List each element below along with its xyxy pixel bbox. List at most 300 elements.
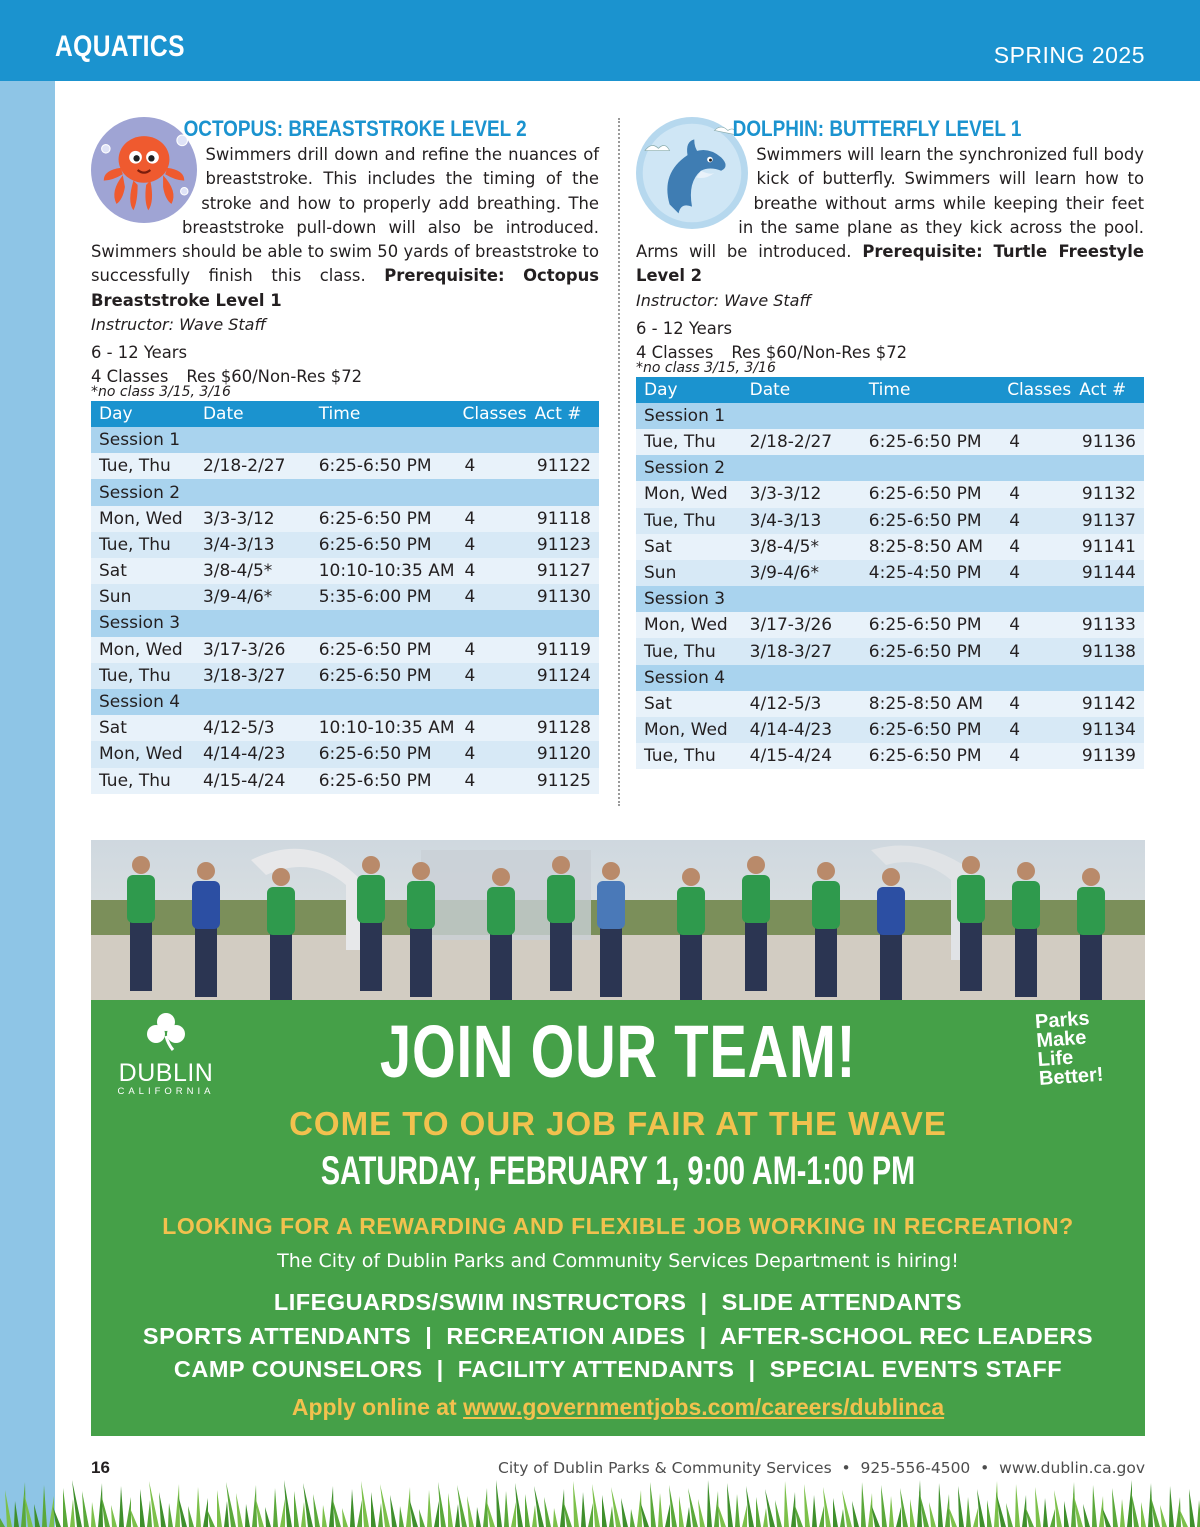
cell-classes: 4 — [999, 508, 1071, 534]
apply-label: Apply online at — [291, 1394, 457, 1420]
cell-time: 6:25-6:50 PM — [311, 506, 455, 532]
column-header: Classes — [455, 401, 527, 427]
person-body — [742, 875, 770, 923]
grass-blade — [977, 1489, 985, 1527]
grass-blade — [49, 1496, 54, 1527]
grass-blade — [294, 1491, 299, 1527]
grass-blade — [735, 1494, 740, 1527]
cell-day: Sun — [636, 560, 742, 586]
cell-date: 4/12-5/3 — [742, 691, 861, 717]
cell-day: Tue, Thu — [636, 508, 742, 534]
table-row — [91, 768, 599, 794]
cell-date: 3/18-3/27 — [195, 663, 311, 689]
grass-blade — [763, 1508, 768, 1527]
cell-act: 91132 — [1071, 481, 1144, 507]
cell-time: 8:25-8:50 AM — [861, 691, 999, 717]
sidebar-stripe — [0, 81, 55, 1527]
class-octopus — [91, 115, 599, 794]
cell-act: 91119 — [527, 637, 599, 663]
grass-blade — [665, 1504, 670, 1527]
grass-blade — [1035, 1487, 1041, 1527]
class-dolphin — [636, 115, 1144, 769]
schedule-table — [636, 377, 1144, 770]
cell-time: 6:25-6:50 PM — [861, 717, 999, 743]
grass-blade — [342, 1508, 348, 1527]
class-description: Swimmers will learn the synchronized full body kick of butterfly. Swimmers will learn how to breathe without arms while keeping their feet in the same plane as they kick across the pool. Arms will be introduced. Prerequisite: Turtle Freestyle Level 2 — [636, 145, 1144, 286]
grass-blade — [196, 1487, 201, 1527]
person-legs — [270, 933, 292, 1000]
job-line: SPORTS ATTENDANTS | RECREATION AIDES | AFTER-SCHOOL REC LEADERS — [142, 1322, 1094, 1349]
fees: 4 Classes Res $60/Non-Res $72 — [636, 342, 908, 362]
grass-blade — [881, 1485, 887, 1527]
cell-date: 3/9-4/6* — [742, 560, 861, 586]
grass-blade — [896, 1507, 901, 1527]
job-line: CAMP COUNSELORS | FACILITY ATTENDANTS | SPECIAL EVENTS STAFF — [173, 1356, 1063, 1382]
grass-blade — [111, 1505, 117, 1527]
session-label: Session 1 — [91, 427, 599, 453]
grass-blade — [602, 1495, 607, 1527]
cell-date: 3/18-3/27 — [742, 638, 861, 664]
grass-blade — [0, 1509, 5, 1527]
footer-credit: City of Dublin Parks & Community Services • 925-556-4500 • www.dublin.ca.gov — [498, 1459, 1145, 1477]
grass-blade — [1120, 1499, 1125, 1527]
cell-day: Sun — [91, 584, 195, 610]
cell-time: 6:25-6:50 PM — [311, 532, 455, 558]
table-row — [636, 481, 1144, 507]
grass-blade — [1092, 1485, 1097, 1527]
cell-day: Tue, Thu — [91, 453, 195, 479]
job-line: LIFEGUARDS/SWIM INSTRUCTORS | SLIDE ATTENDANTS — [273, 1289, 963, 1315]
person-legs — [1080, 933, 1102, 1000]
grass-blade — [756, 1497, 761, 1527]
table-row — [636, 743, 1144, 769]
cell-classes: 4 — [455, 453, 527, 479]
session-label: Session 3 — [91, 610, 599, 636]
person-body — [487, 887, 515, 935]
grass-blade — [322, 1505, 327, 1527]
cell-day: Tue, Thu — [636, 638, 742, 664]
cell-time: 6:25-6:50 PM — [861, 429, 999, 455]
age-range: 6 - 12 Years — [636, 318, 733, 338]
table-header-row — [636, 377, 1144, 403]
grass-blade — [236, 1493, 243, 1527]
column-header: Time — [861, 377, 999, 403]
person-legs — [680, 933, 702, 1000]
table-row — [636, 508, 1144, 534]
cell-act: 91136 — [1071, 429, 1144, 455]
session-row — [636, 665, 1144, 691]
cell-classes: 4 — [455, 715, 527, 741]
grass-blade — [819, 1506, 824, 1527]
cell-time: 5:35-6:00 PM — [311, 584, 455, 610]
grass-blade — [5, 1490, 12, 1527]
person-head — [682, 868, 700, 886]
grass-blade — [224, 1501, 229, 1527]
cell-act: 91124 — [527, 663, 599, 689]
person-head — [1017, 862, 1035, 880]
grass-blade — [1006, 1503, 1013, 1527]
grass-blade — [823, 1487, 831, 1527]
grass-blade — [82, 1491, 89, 1527]
person-body — [192, 881, 220, 929]
cell-day: Tue, Thu — [91, 532, 195, 558]
grass-blade — [742, 1505, 747, 1527]
grass-blade — [455, 1504, 460, 1527]
column-header: Classes — [999, 377, 1071, 403]
person-head — [552, 856, 570, 874]
grass-blade — [273, 1488, 278, 1527]
grass-blade — [476, 1507, 481, 1527]
grass-blade — [698, 1499, 705, 1527]
grass-blade — [1054, 1490, 1062, 1527]
grass-blade — [966, 1497, 971, 1527]
person-legs — [1015, 927, 1037, 997]
cell-act: 91120 — [527, 741, 599, 767]
cell-time: 10:10-10:35 AM — [311, 715, 455, 741]
cell-day: Sat — [91, 715, 195, 741]
cell-time: 6:25-6:50 PM — [311, 453, 455, 479]
cell-act: 91138 — [1071, 638, 1144, 664]
age-range: 6 - 12 Years — [91, 343, 188, 363]
grass-blade — [301, 1502, 306, 1527]
grass-blade — [438, 1482, 446, 1527]
grass-blade — [1189, 1489, 1195, 1527]
grass-blade — [1160, 1505, 1167, 1527]
grass-blade — [900, 1488, 908, 1527]
grass-blade — [496, 1480, 502, 1527]
grass-blade — [727, 1483, 733, 1527]
cell-date: 3/8-4/5* — [742, 534, 861, 560]
table-header-row — [91, 401, 599, 427]
grass-blade — [679, 1496, 684, 1527]
cell-day: Mon, Wed — [91, 506, 195, 532]
grass-blade — [313, 1494, 320, 1527]
person-legs — [960, 921, 982, 991]
cell-act: 91133 — [1071, 612, 1144, 638]
session-row — [636, 455, 1144, 481]
person-legs — [815, 927, 837, 997]
grass-blade — [280, 1499, 285, 1527]
cell-classes: 4 — [999, 429, 1071, 455]
grass-blade — [329, 1486, 334, 1527]
session-label: Session 3 — [636, 586, 1144, 612]
cell-day: Mon, Wed — [636, 612, 742, 638]
table-row — [636, 612, 1144, 638]
ad-subheadline: COME TO OUR JOB FAIR AT THE WAVE — [289, 1105, 947, 1142]
grass-blade — [53, 1507, 61, 1527]
column-header: Date — [742, 377, 861, 403]
grass-blade — [707, 1480, 712, 1527]
grass-blade — [399, 1506, 404, 1527]
logo-city: DUBLIN — [118, 1059, 214, 1087]
person-head — [602, 862, 620, 880]
grass-blade — [119, 1486, 124, 1527]
cell-date: 2/18-2/27 — [195, 453, 311, 479]
cell-act: 91137 — [1071, 508, 1144, 534]
cell-time: 6:25-6:50 PM — [861, 612, 999, 638]
cell-classes: 4 — [455, 663, 527, 689]
grass-blade — [1015, 1484, 1020, 1527]
cell-act: 91127 — [527, 558, 599, 584]
cell-time: 6:25-6:50 PM — [311, 768, 455, 794]
grass-blade — [987, 1500, 992, 1527]
grass-blade — [378, 1503, 383, 1527]
person-legs — [550, 921, 572, 991]
session-label: Session 4 — [91, 689, 599, 715]
grass-blade — [175, 1484, 180, 1527]
shamrock-icon — [143, 1012, 189, 1052]
cell-act: 91142 — [1071, 691, 1144, 717]
apply-link[interactable]: www.governmentjobs.com/careers/dublinca — [463, 1394, 945, 1420]
person-body — [812, 881, 840, 929]
grass-blade — [371, 1492, 376, 1527]
cell-time: 6:25-6:50 PM — [861, 638, 999, 664]
parks-make-life-better-logo: Parks Make Life Better! — [1034, 1007, 1105, 1091]
table-row — [91, 637, 599, 663]
grass-blade — [427, 1490, 432, 1527]
column-header: Day — [91, 401, 195, 427]
person-head — [492, 868, 510, 886]
grass-blade — [98, 1483, 103, 1527]
cell-classes: 4 — [999, 743, 1071, 769]
section-title: AQUATICS — [55, 30, 185, 63]
grass-blade — [1169, 1486, 1174, 1527]
grass-blade — [650, 1482, 656, 1527]
cell-classes: 4 — [455, 768, 527, 794]
grass-blade — [889, 1496, 894, 1527]
grass-blade — [929, 1502, 936, 1527]
person-head — [962, 856, 980, 874]
dublin-logo — [107, 1012, 225, 1098]
cell-classes: 4 — [455, 506, 527, 532]
grass-blade — [168, 1503, 173, 1527]
cell-classes: 4 — [999, 481, 1071, 507]
cell-day: Sat — [636, 534, 742, 560]
grass-blade — [390, 1495, 397, 1527]
grass-blade — [958, 1486, 964, 1527]
table-row — [91, 715, 599, 741]
person-body — [127, 875, 155, 923]
person-legs — [195, 927, 217, 997]
cell-date: 3/3-3/12 — [195, 506, 311, 532]
session-label: Session 4 — [636, 665, 1144, 691]
grass-blade — [252, 1485, 257, 1527]
session-label: Session 2 — [636, 455, 1144, 481]
table-row — [91, 506, 599, 532]
cell-act: 91125 — [527, 768, 599, 794]
grass-blade — [1083, 1504, 1090, 1527]
grass-blade — [511, 1502, 516, 1527]
cell-time: 6:25-6:50 PM — [861, 508, 999, 534]
cell-date: 3/9-4/6* — [195, 584, 311, 610]
cell-act: 91123 — [527, 532, 599, 558]
cell-date: 3/17-3/26 — [195, 637, 311, 663]
grass-blade — [126, 1497, 131, 1527]
cell-date: 3/4-3/13 — [742, 508, 861, 534]
cell-classes: 4 — [999, 534, 1071, 560]
session-label: Session 1 — [636, 403, 1144, 429]
cell-classes: 4 — [455, 584, 527, 610]
person-body — [677, 887, 705, 935]
person-head — [272, 868, 290, 886]
person-head — [1082, 868, 1100, 886]
grass-blade — [467, 1496, 474, 1527]
cell-day: Mon, Wed — [91, 741, 195, 767]
person-body — [957, 875, 985, 923]
grass-blade — [217, 1490, 222, 1527]
grass-blade — [448, 1493, 453, 1527]
grass-blade — [532, 1505, 537, 1527]
grass-blade — [621, 1498, 628, 1527]
grass-blade — [284, 1480, 292, 1527]
column-header: Date — [195, 401, 311, 427]
page-number: 16 — [91, 1458, 110, 1477]
person-head — [412, 862, 430, 880]
cell-classes: 4 — [999, 691, 1071, 717]
cell-time: 6:25-6:50 PM — [861, 481, 999, 507]
table-row — [91, 741, 599, 767]
grass-blade — [1131, 1491, 1139, 1527]
session-row — [636, 403, 1144, 429]
column-header: Time — [311, 401, 455, 427]
table-row — [636, 638, 1144, 664]
column-header: Act # — [527, 401, 599, 427]
grass-blade — [419, 1509, 425, 1527]
table-row — [91, 558, 599, 584]
cell-day: Tue, Thu — [91, 768, 195, 794]
grass-blade — [573, 1481, 579, 1527]
cell-time: 8:25-8:50 AM — [861, 534, 999, 560]
grass-blade — [147, 1500, 152, 1527]
job-fair-ad — [91, 1000, 1145, 1436]
cell-date: 4/12-5/3 — [195, 715, 311, 741]
person-body — [547, 875, 575, 923]
cell-classes: 4 — [999, 560, 1071, 586]
cell-classes: 4 — [999, 717, 1071, 743]
person-legs — [600, 927, 622, 997]
table-row — [636, 429, 1144, 455]
person-legs — [490, 933, 512, 1000]
person-head — [747, 856, 765, 874]
season-label: SPRING 2025 — [993, 42, 1145, 68]
grass-blade — [207, 1509, 215, 1527]
grass-blade — [525, 1494, 530, 1527]
person-body — [357, 875, 385, 923]
table-row — [91, 453, 599, 479]
hiring-text: The City of Dublin Parks and Community Services Department is hiring! — [277, 1250, 959, 1272]
grass-blade — [21, 1482, 26, 1527]
grass-blade — [812, 1495, 817, 1527]
cell-classes: 4 — [455, 558, 527, 584]
instructor: Instructor: Wave Staff — [636, 290, 812, 310]
cell-act: 91128 — [527, 715, 599, 741]
grass-blade — [544, 1497, 551, 1527]
table-row — [636, 560, 1144, 586]
class-title: DOLPHIN: BUTTERFLY LEVEL 1 — [732, 116, 1022, 141]
table-row — [91, 663, 599, 689]
person-body — [1012, 881, 1040, 929]
cell-day: Mon, Wed — [91, 637, 195, 663]
person-legs — [360, 921, 382, 991]
person-head — [132, 856, 150, 874]
grass-blade — [840, 1509, 845, 1527]
grass-blade — [188, 1506, 194, 1527]
grass-blade — [804, 1484, 810, 1527]
cell-classes: 4 — [455, 741, 527, 767]
cell-date: 4/14-4/23 — [195, 741, 311, 767]
grass-blade — [350, 1489, 355, 1527]
instructor: Instructor: Wave Staff — [91, 315, 267, 335]
class-description: Swimmers drill down and refine the nuances of breaststroke. This includes the timing of the stroke and how to properly add breathing. The breaststroke pull-down will also be introduced. Swimmers should be able to swim 50 yards of breaststroke to successfully finish this class. Prerequisite: Octopus Breaststroke Level 1 — [91, 145, 600, 310]
grass-blade — [658, 1493, 663, 1527]
cell-time: 6:25-6:50 PM — [311, 663, 455, 689]
grass-blade — [1064, 1501, 1069, 1527]
person-legs — [410, 927, 432, 997]
grass-blade — [1141, 1502, 1146, 1527]
cell-act: 91139 — [1071, 743, 1144, 769]
grass-blade — [630, 1509, 635, 1527]
person-legs — [880, 933, 902, 1000]
grass-blade — [938, 1483, 943, 1527]
grass-blade — [588, 1503, 593, 1527]
grass-blade — [245, 1504, 250, 1527]
schedule-table — [91, 401, 599, 794]
apply-line — [91, 1392, 1145, 1422]
grass-blade — [357, 1500, 362, 1527]
staff-group-photo — [91, 840, 1145, 1000]
header-bar — [0, 0, 1200, 81]
cell-day: Tue, Thu — [636, 429, 742, 455]
grass-blade — [581, 1492, 586, 1527]
grass-blade — [746, 1486, 754, 1527]
class-title: OCTOPUS: BREASTSTROKE LEVEL 2 — [183, 116, 527, 141]
job-fair-date: SATURDAY, FEBRUARY 1, 9:00 AM-1:00 PM — [320, 1149, 916, 1193]
table-row — [636, 717, 1144, 743]
job-list — [91, 1286, 1145, 1387]
logo-state: CALIFORNIA — [117, 1086, 215, 1097]
grass-blade — [833, 1498, 838, 1527]
person-legs — [130, 921, 152, 991]
cell-day: Sat — [91, 558, 195, 584]
grass-blade — [91, 1502, 96, 1527]
grass-blade — [361, 1481, 369, 1527]
cell-date: 4/15-4/24 — [195, 768, 311, 794]
cell-classes: 4 — [999, 638, 1071, 664]
person-body — [597, 881, 625, 929]
cell-time: 4:25-4:50 PM — [861, 560, 999, 586]
session-row — [91, 479, 599, 505]
cell-day: Sat — [636, 691, 742, 717]
column-header: Act # — [1071, 377, 1144, 403]
cell-classes: 4 — [455, 637, 527, 663]
grass-blade — [14, 1501, 19, 1527]
cell-time: 6:25-6:50 PM — [311, 741, 455, 767]
table-row — [636, 534, 1144, 560]
no-class-note: *no class 3/15, 3/16 — [91, 384, 231, 401]
grass-blade — [130, 1508, 138, 1527]
grass-blade — [1043, 1498, 1048, 1527]
no-class-note: *no class 3/15, 3/16 — [636, 359, 776, 376]
table-row — [91, 532, 599, 558]
cell-date: 3/4-3/13 — [195, 532, 311, 558]
session-row — [91, 610, 599, 636]
cell-time: 6:25-6:50 PM — [311, 637, 455, 663]
grass-decoration — [0, 1478, 1200, 1527]
cell-date: 4/15-4/24 — [742, 743, 861, 769]
grass-blade — [669, 1485, 677, 1527]
person-head — [817, 862, 835, 880]
column-divider — [618, 118, 620, 806]
